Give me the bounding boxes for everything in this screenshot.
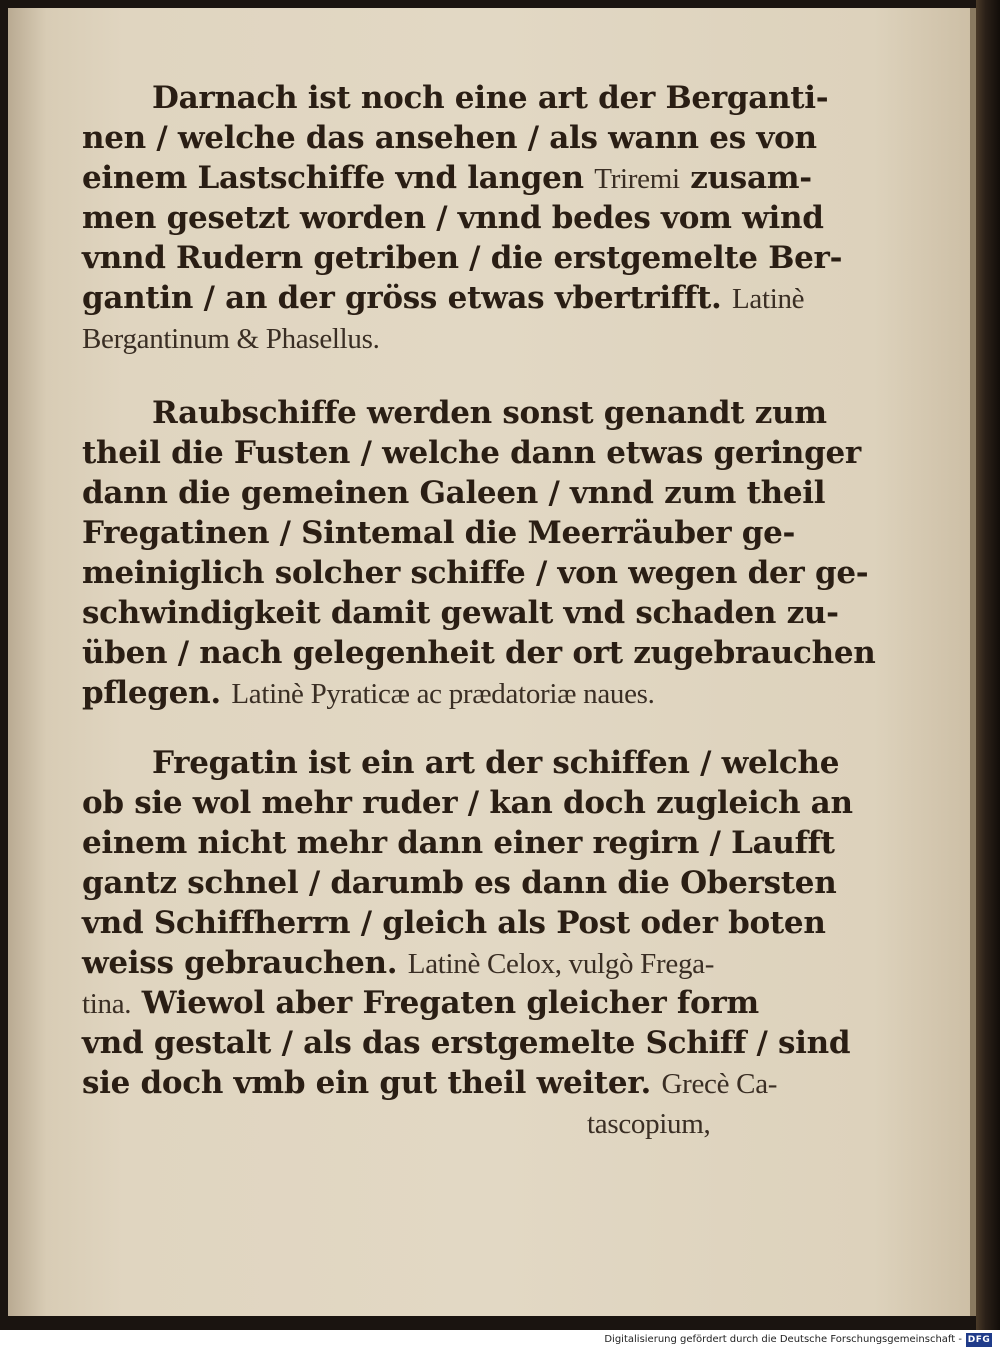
text-line: theil die Fusten / welche dann etwas geringer bbox=[82, 435, 861, 471]
text-line: vnd gestalt / als das erstgemelte Schiff / sind bbox=[82, 1025, 851, 1061]
footer-bar bbox=[0, 1330, 1000, 1351]
text-line: weiss gebrauchen. Latinè Celox, vulgò Frega- bbox=[82, 945, 715, 981]
text-line: tascopium, bbox=[587, 1108, 711, 1140]
text-line: dann die gemeinen Galeen / vnnd zum theil bbox=[82, 475, 826, 511]
text-line: sie doch vmb ein gut theil weiter. Grecè Ca- bbox=[82, 1065, 778, 1101]
text-line: vnnd Rudern getriben / die erstgemelte Ber- bbox=[82, 240, 843, 276]
paragraph-1 bbox=[82, 78, 843, 358]
text-line: Fregatin ist ein art der schiffen / welche bbox=[152, 745, 840, 781]
text-line: gantin / an der gröss etwas vbertrifft. Latinè bbox=[82, 280, 805, 316]
text-line: einem Lastschiffe vnd langen Triremi zusam- bbox=[82, 160, 812, 196]
funding-credit: Digitalisierung gefördert durch die Deutsche Forschungsgemeinschaft - bbox=[604, 1334, 962, 1345]
text-line: men gesetzt worden / vnnd bedes vom wind bbox=[82, 200, 824, 236]
dfg-logo[interactable]: DFG bbox=[967, 1335, 991, 1345]
text-line: üben / nach gelegenheit der ort zugebrauchen bbox=[82, 635, 876, 671]
text-line: meiniglich solcher schiffe / von wegen der ge- bbox=[82, 555, 869, 591]
text-line: ob sie wol mehr ruder / kan doch zugleich an bbox=[82, 785, 853, 821]
text-line: gantz schnel / darumb es dann die Obersten bbox=[82, 865, 837, 901]
text-line: schwindigkeit damit gewalt vnd schaden zu- bbox=[82, 595, 839, 631]
paragraph-2 bbox=[82, 393, 876, 713]
text-line: tina. Wiewol aber Fregaten gleicher form bbox=[82, 985, 759, 1021]
text-line: Raubschiffe werden sonst genandt zum bbox=[152, 395, 827, 431]
text-line: Darnach ist noch eine art der Berganti- bbox=[152, 80, 829, 116]
text-line: pflegen. Latinè Pyraticæ ac prædatoriæ naues. bbox=[82, 675, 655, 711]
text-line: nen / welche das ansehen / als wann es von bbox=[82, 120, 817, 156]
page-edge bbox=[976, 0, 1000, 1330]
text-line: einem nicht mehr dann einer regirn / Laufft bbox=[82, 825, 835, 861]
paragraph-3 bbox=[82, 743, 853, 1143]
text-line: Fregatinen / Sintemal die Meerräuber ge- bbox=[82, 515, 796, 551]
text-line: vnd Schiffherrn / gleich als Post oder boten bbox=[82, 905, 826, 941]
text-line: Bergantinum & Phasellus. bbox=[82, 323, 380, 355]
